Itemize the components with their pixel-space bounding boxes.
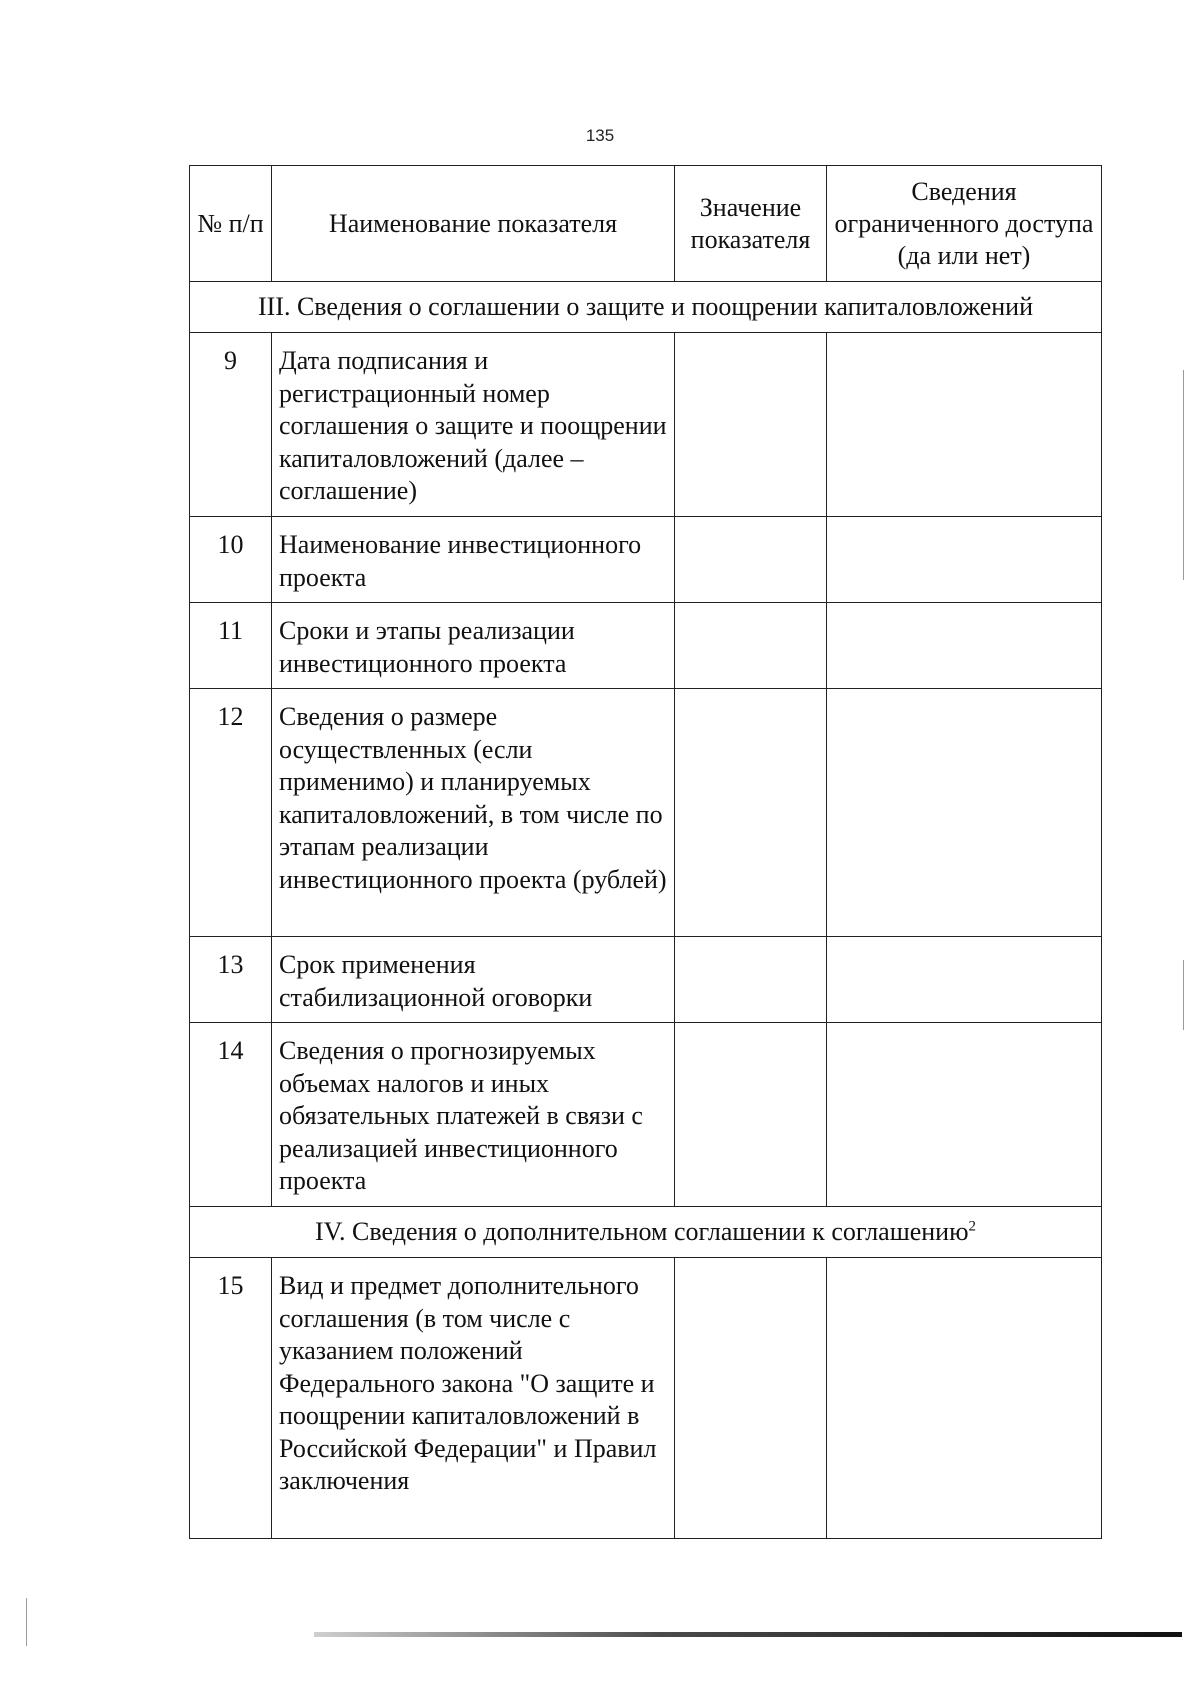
row-restricted-access [827,937,1102,1023]
scan-margin-line-right-lower [1183,960,1184,1030]
table-row [190,937,1102,1023]
row-indicator-name: Наименование инвестиционного проекта [272,517,675,603]
row-restricted-access [827,333,1102,517]
row-indicator-name: Сведения о размере осуществленных (если применимо) и планируемых капиталовложений, в том числе по этапам реализации инвестиционного проекта (рублей) [272,689,675,937]
row-restricted-access [827,689,1102,937]
header-indicator-name: Наименование показателя [272,166,675,282]
row-indicator-name: Сроки и этапы реализации инвестиционного проекта [272,603,675,689]
section-title [190,1207,1102,1258]
row-indicator-value [675,333,827,517]
footnote-marker: 2 [968,1218,977,1235]
row-indicator-value [675,517,827,603]
section-title-text: IV. Сведения о дополнительном соглашении к соглашению [314,1217,969,1246]
table-header-row [190,166,1102,282]
row-indicator-name: Дата подписания и регистрационный номер соглашения о защите и поощрении капиталовложений (далее – соглашение) [272,333,675,517]
indicators-table [189,165,1102,1539]
row-restricted-access [827,1258,1102,1539]
row-restricted-access [827,603,1102,689]
row-indicator-value [675,937,827,1023]
row-restricted-access [827,517,1102,603]
row-indicator-value [675,1258,827,1539]
table-row [190,333,1102,517]
table-row [190,1258,1102,1539]
row-number: 14 [190,1023,272,1207]
row-number: 10 [190,517,272,603]
row-indicator-name: Вид и предмет дополнительного соглашения (в том числе с указанием положений Федерального закона "О защите и поощрении капиталовложений в Российской Федерации" и Правил заключения [272,1258,675,1539]
row-indicator-name: Сведения о прогнозируемых объемах налогов и иных обязательных платежей в связи с реализацией инвестиционного проекта [272,1023,675,1207]
section-row [190,1207,1102,1258]
scan-margin-line-left [26,1598,27,1646]
table-row [190,1023,1102,1207]
section-row [190,282,1102,333]
scan-margin-line-right [1183,370,1184,580]
row-indicator-name: Срок применения стабилизационной оговорки [272,937,675,1023]
table-row [190,603,1102,689]
row-number: 9 [190,333,272,517]
table-row [190,517,1102,603]
table-row [190,689,1102,937]
header-restricted-access: Сведения ограниченного доступа (да или нет) [827,166,1102,282]
row-number: 15 [190,1258,272,1539]
header-indicator-value: Значение показателя [675,166,827,282]
row-number: 12 [190,689,272,937]
row-number: 13 [190,937,272,1023]
page-number: 135 [585,126,615,145]
header-number: № п/п [190,166,272,282]
row-indicator-value [675,603,827,689]
section-title: III. Сведения о соглашении о защите и поощрении капиталовложений [190,282,1102,333]
row-number: 11 [190,603,272,689]
scan-bottom-bar [314,1632,1182,1637]
row-indicator-value [675,689,827,937]
row-restricted-access [827,1023,1102,1207]
row-indicator-value [675,1023,827,1207]
